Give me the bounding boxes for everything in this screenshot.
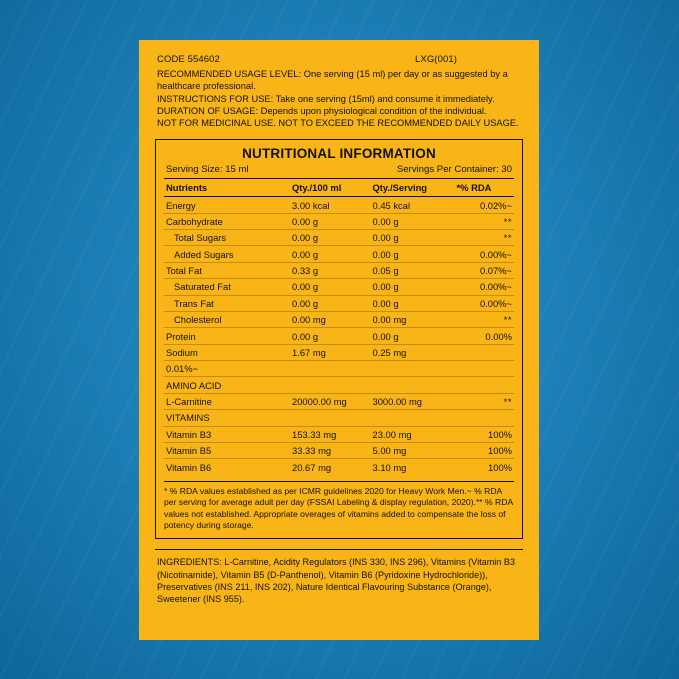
nutrient-qty-100ml: 0.00 mg <box>290 311 371 327</box>
code-row <box>155 54 523 65</box>
nutrient-name: Added Sugars <box>164 246 290 262</box>
nutrient-name: Cholesterol <box>164 311 290 327</box>
nutrient-rda <box>455 344 515 360</box>
nutrient-rda: 0.07%~ <box>455 262 515 278</box>
usage-instructions <box>155 68 523 129</box>
nutrient-qty-serving: 0.45 kcal <box>371 197 455 213</box>
nutrient-qty-serving: 0.25 mg <box>371 344 455 360</box>
nutrient-name: Vitamin B3 <box>164 426 290 442</box>
nutrient-rda: 0.00%~ <box>455 279 515 295</box>
nutrient-qty-serving: 0.00 g <box>371 295 455 311</box>
nutrition-table-body <box>164 197 514 475</box>
nutrient-name: Vitamin B6 <box>166 461 212 473</box>
table-row <box>164 213 514 229</box>
nutrient-qty-100ml: 153.33 mg <box>290 426 371 442</box>
medicinal-use-warning: NOT FOR MEDICINAL USE. NOT TO EXCEED THE RECOMMENDED DAILY USAGE. <box>157 118 519 129</box>
table-row <box>164 295 514 311</box>
nutrient-name: L-Carnitine <box>164 393 290 409</box>
nutrition-table <box>164 179 514 474</box>
sodium-rda-overflow-row <box>164 361 514 377</box>
section-label: AMINO ACID <box>164 377 514 393</box>
nutrient-name: Protein <box>164 328 290 344</box>
table-row <box>164 246 514 262</box>
nutrient-qty-100ml: 33.33 mg <box>290 442 371 458</box>
table-row <box>164 279 514 295</box>
nutrient-rda: 0.00%~ <box>455 295 515 311</box>
nutrient-qty-100ml: 3.00 kcal <box>290 197 371 213</box>
nutrient-rda: 100% <box>455 442 515 458</box>
nutrient-qty-100ml: 0.00 g <box>290 279 371 295</box>
nutrition-title: NUTRITIONAL INFORMATION <box>242 146 436 162</box>
nutrient-qty-serving: 23.00 mg <box>371 426 455 442</box>
section-header-vitamins <box>164 410 514 426</box>
nutrient-rda: ** <box>455 311 515 327</box>
section-label: VITAMINS <box>164 410 514 426</box>
nutrient-qty-serving: 3000.00 mg <box>371 393 455 409</box>
nutrient-qty-serving: 5.00 mg <box>371 442 455 458</box>
table-row <box>164 459 514 475</box>
table-row <box>164 344 514 360</box>
nutrient-qty-100ml: 0.00 g <box>290 213 371 229</box>
table-row <box>164 442 514 458</box>
nutrient-name: Total Fat <box>164 262 290 278</box>
nutrient-rda: 0.02%~ <box>455 197 515 213</box>
table-row <box>164 311 514 327</box>
nutrient-rda: 100% <box>455 426 515 442</box>
table-header-row <box>164 179 514 197</box>
nutrient-qty-100ml: 0.33 g <box>290 262 371 278</box>
table-row <box>164 197 514 213</box>
ingredients-text: INGREDIENTS: L-Carnitine, Acidity Regulators (INS 330, INS 296), Vitamins (Vitamin B3 (Nicotinamide), Vitamin B5 (D-Panthenol), Vitamin B6 (Pyridoxine Hydrochloride)), Preservatives (INS 211, INS 202), Nature Identical Flavouring Substance (Orange), Sweetener (INS 955). <box>155 549 523 605</box>
nutrient-qty-100ml: 20000.00 mg <box>290 393 371 409</box>
nutrient-rda: 100% <box>488 461 512 473</box>
servings-per-container: Servings Per Container: 30 <box>396 164 512 176</box>
table-row <box>164 426 514 442</box>
table-row <box>164 393 514 409</box>
instructions-for-use: INSTRUCTIONS FOR USE: Take one serving (15ml) and consume it immediately. <box>157 93 495 104</box>
nutrient-qty-100ml: 0.00 g <box>290 230 371 246</box>
nutrient-name: Saturated Fat <box>164 279 290 295</box>
nutrient-qty-serving: 0.05 g <box>371 262 455 278</box>
nutrient-name: Trans Fat <box>164 295 290 311</box>
nutrient-qty-serving: 0.00 g <box>371 230 455 246</box>
nutritional-information-box <box>155 139 523 539</box>
table-row <box>164 328 514 344</box>
rda-footnote: * % RDA values established as per ICMR guidelines 2020 for Heavy Work Men.~ % RDA per serving for average adult per day (FSSAI Labeling & display regulation, 2020).** % RDA values not established. Appropriate overages of vitamins added to compensate the loss of potency during storage. <box>164 481 514 532</box>
nutrient-qty-serving: 0.00 mg <box>371 311 455 327</box>
nutrient-rda: ** <box>455 393 515 409</box>
nutrient-qty-serving: 3.10 mg <box>372 461 407 473</box>
nutrient-qty-serving: 0.00 g <box>371 279 455 295</box>
serving-row <box>164 164 514 179</box>
nutrient-rda: 0.00%~ <box>455 246 515 262</box>
nutrient-qty-100ml: 1.67 mg <box>290 344 371 360</box>
col-qty-serving: Qty./Serving <box>371 179 455 197</box>
nutrient-qty-serving: 0.00 g <box>371 328 455 344</box>
batch-code: LXG(001) <box>415 54 457 65</box>
nutrient-rda: ** <box>455 213 515 229</box>
nutrient-qty-100ml: 0.00 g <box>290 328 371 344</box>
nutrient-qty-100ml: 0.00 g <box>290 246 371 262</box>
sodium-rda-overflow: 0.01%~ <box>164 361 514 377</box>
nutrient-name: Carbohydrate <box>164 213 290 229</box>
nutrient-rda: 0.00% <box>455 328 515 344</box>
col-rda: *% RDA <box>455 179 515 197</box>
nutrient-qty-100ml: 20.67 mg <box>292 461 332 473</box>
table-row <box>164 262 514 278</box>
nutrient-name: Vitamin B5 <box>164 442 290 458</box>
nutrient-rda: ** <box>455 230 515 246</box>
nutrient-name: Total Sugars <box>164 230 290 246</box>
recommended-usage-level: RECOMMENDED USAGE LEVEL: One serving (15 ml) per day or as suggested by a healthcare professional. <box>157 69 508 92</box>
duration-of-usage: DURATION OF USAGE: Depends upon physiological condition of the individual. <box>157 105 487 116</box>
section-header-amino-acid <box>164 377 514 393</box>
nutrient-qty-serving: 0.00 g <box>371 246 455 262</box>
col-nutrients: Nutrients <box>164 179 290 197</box>
nutrition-label-panel <box>139 40 539 640</box>
nutrient-name: Energy <box>164 197 290 213</box>
col-qty-100ml: Qty./100 ml <box>290 179 371 197</box>
table-row <box>164 230 514 246</box>
nutrient-name: Sodium <box>164 344 290 360</box>
serving-size: Serving Size: 15 ml <box>166 164 249 176</box>
nutrient-qty-serving: 0.00 g <box>371 213 455 229</box>
product-code: CODE 554602 <box>157 54 220 65</box>
nutrient-qty-100ml: 0.00 g <box>290 295 371 311</box>
